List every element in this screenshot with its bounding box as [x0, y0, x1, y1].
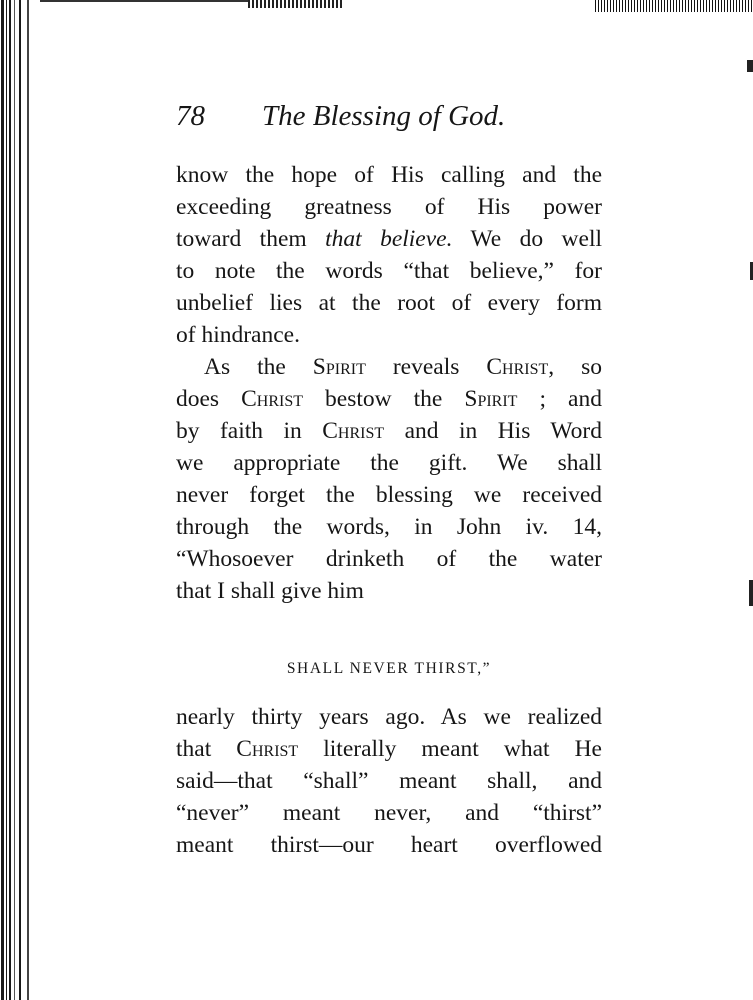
- text-line: meant thirst—our heart overflowed: [176, 832, 602, 858]
- page-number: 78: [176, 100, 205, 132]
- right-edge-mark: [747, 60, 753, 72]
- right-edge-mark: [749, 580, 753, 606]
- text-line: that Christ literally meant what He: [176, 736, 602, 762]
- text-line: nearly thirty years ago. As we realized: [176, 704, 602, 730]
- text-line: that I shall give him: [176, 578, 364, 604]
- text-line: of hindrance.: [176, 322, 300, 348]
- binding-edge: [0, 0, 34, 1000]
- text-line: “Whosoever drinketh of the water: [176, 546, 602, 572]
- text-line: never forget the blessing we received: [176, 482, 602, 508]
- running-title: The Blessing of God.: [262, 100, 506, 132]
- text-line: said—that “shall” meant shall, and: [176, 768, 602, 794]
- top-scan-noise: [595, 0, 753, 12]
- text-line: we appropriate the gift. We shall: [176, 450, 602, 476]
- text-line: through the words, in John iv. 14,: [176, 514, 602, 540]
- text-line: toward them that believe. We do well: [176, 226, 603, 252]
- scripture-caption: SHALL NEVER THIRST,”: [286, 660, 492, 677]
- text-line: exceeding greatness of His power: [176, 194, 602, 220]
- text-line: “never” meant never, and “thirst”: [176, 800, 602, 826]
- text-line: does Christ bestow the Spirit ; and: [176, 386, 602, 412]
- binding-line: [1, 0, 4, 1000]
- top-scan-noise: [248, 0, 343, 8]
- binding-line: [6, 0, 7, 1000]
- binding-line: [19, 0, 21, 1000]
- running-header: [0, 100, 753, 144]
- text-line: As the Spirit reveals Christ, so: [204, 354, 603, 380]
- binding-line: [9, 0, 11, 1000]
- text-line: unbelief lies at the root of every form: [176, 290, 602, 316]
- text-line: know the hope of His calling and the: [176, 162, 602, 188]
- emphasis: that believe.: [325, 226, 453, 252]
- text-line: to note the words “that believe,” for: [176, 258, 602, 284]
- binding-line: [27, 0, 29, 1000]
- text-line: by faith in Christ and in His Word: [176, 418, 603, 444]
- binding-line: [14, 0, 15, 1000]
